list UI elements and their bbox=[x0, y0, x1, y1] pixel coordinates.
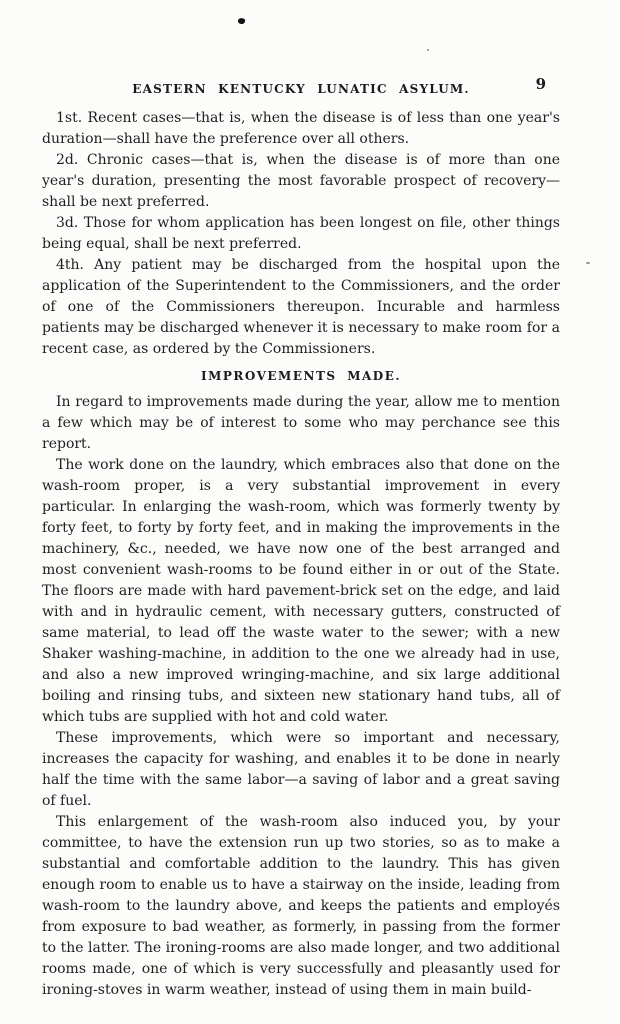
paragraph-3d-longest-on-file: 3d. Those for whom application has been longest on file, other things being equal, shall be next preferred. bbox=[42, 215, 560, 252]
paragraph-1st-recent-cases: 1st. Recent cases—that is, when the disease is of less than one year's duration—shall have the preference over all others. bbox=[42, 110, 560, 147]
page-number: 9 bbox=[535, 75, 546, 93]
ink-speck bbox=[427, 49, 429, 51]
paragraph-washing-capacity: These improvements, which were so important and necessary, increases the capacity for washing, and enables it to be done in nearly half the time with the same labor—a saving of labor and a great saving of fuel. bbox=[42, 730, 560, 809]
page-header bbox=[42, 75, 560, 97]
running-title: EASTERN KENTUCKY LUNATIC ASYLUM. bbox=[132, 82, 470, 96]
paragraph-2d-chronic-cases: 2d. Chronic cases—that is, when the disease is of more than one year's duration, presenting the most favorable prospect of recovery—shall be next preferred. bbox=[42, 152, 560, 210]
ink-speck bbox=[586, 262, 590, 264]
page-body bbox=[42, 108, 560, 1001]
paragraph-4th-discharge: 4th. Any patient may be discharged from the hospital upon the application of the Superintendent to the Commissioners, and the order of one of the Commissioners thereupon. Incurable and harmless patients may be discharged whenever it is necessary to make room for a recent case, as ordered by the Commissioners. bbox=[42, 257, 560, 357]
paragraph-wash-room-enlargement: This enlargement of the wash-room also induced you, by your committee, to have the extension run up two stories, so as to make a substantial and comfortable addition to the laundry. This has given enough room to enable us to have a stairway on the inside, leading from wash-room to the laundry above, and keeps the patients and employés from exposure to bad weather, as formerly, in passing from the former to the latter. The ironing-rooms are also made longer, and two additional rooms made, one of which is very successfully and pleasantly used for ironing-stoves in warm weather, instead of using them in main build- bbox=[42, 814, 560, 998]
ink-speck bbox=[237, 17, 246, 25]
section-heading-improvements-made: IMPROVEMENTS MADE. bbox=[200, 369, 402, 383]
paragraph-in-regard-to-improvements: In regard to improvements made during the year, allow me to mention a few which may be of interest to some who may perchance see this report. bbox=[42, 394, 560, 452]
paragraph-laundry-wash-room-work: The work done on the laundry, which embraces also that done on the wash-room proper, is a very substantial improvement in every particular. In enlarging the wash-room, which was formerly twenty by forty feet, to forty by forty feet, and in making the improvements in the machinery, &c., needed, we have now one of the best arranged and most convenient wash-rooms to be found either in or out of the State. The floors are made with hard pavement-brick set on the edge, and laid with and in hydraulic cement, with necessary gutters, constructed of same material, to lead off the waste water to the sewer; with a new Shaker washing-machine, in addition to the one we already had in use, and also a new improved wringing-machine, and six large additional boiling and rinsing tubs, and sixteen new stationary hand tubs, all of which tubs are supplied with hot and cold water. bbox=[42, 457, 560, 725]
